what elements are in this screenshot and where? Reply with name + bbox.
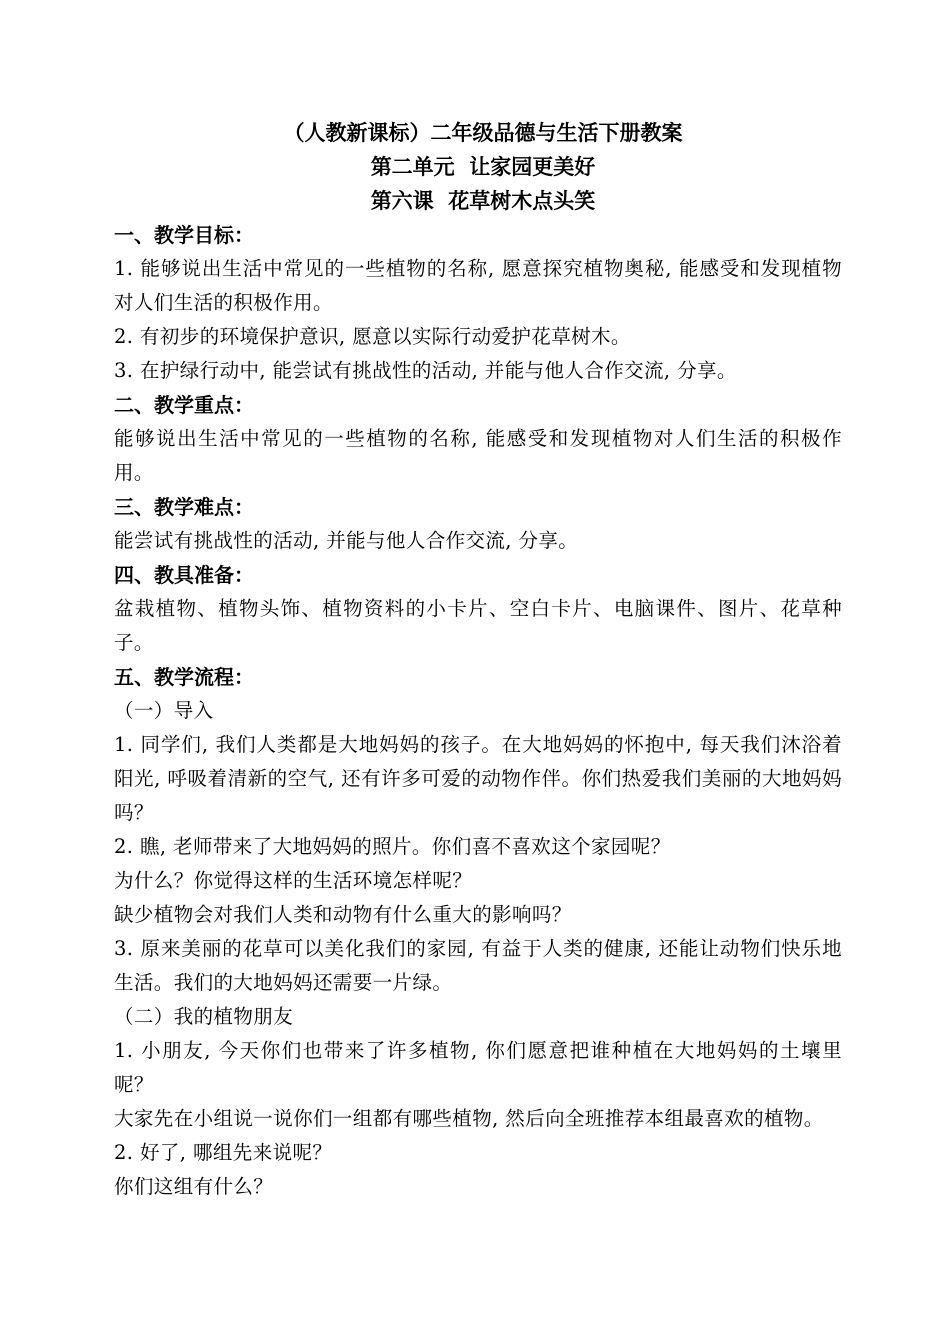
document-page	[114, 116, 842, 1204]
goal-item: 2. 有初步的环境保护意识, 愿意以实际行动爱护花草树木。	[114, 325, 631, 348]
process-line: 为什么？你觉得这样的生活环境怎样呢？	[114, 869, 473, 892]
subsection-heading-plant-friends: （二）我的植物朋友	[114, 1005, 294, 1028]
title-block	[124, 116, 842, 218]
lesson-title: 第六课 花草树木点头笑	[370, 188, 596, 213]
unit-title: 第二单元 让家园更美好	[370, 154, 596, 179]
goal-item: 1. 能够说出生活中常见的一些植物的名称, 愿意探究植物奥秘, 能感受和发现植物对人们生活的积极作用。	[114, 257, 842, 314]
section-heading-goals: 一、教学目标：	[114, 223, 254, 247]
document-title: （人教新课标）二年级品德与生活下册教案	[283, 120, 683, 145]
difficulties-text: 能尝试有挑战性的活动, 并能与他人合作交流, 分享。	[114, 529, 579, 552]
process-line: 1. 同学们, 我们人类都是大地妈妈的孩子。在大地妈妈的怀抱中, 每天我们沐浴着阳光, 呼吸着清新的空气, 还有许多可爱的动物作伴。你们热爱我们美丽的大地妈妈吗？	[114, 733, 842, 824]
process-line: 2. 瞧, 老师带来了大地妈妈的照片。你们喜不喜欢这个家园呢？	[114, 835, 671, 858]
process-line: 1. 小朋友, 今天你们也带来了许多植物, 你们愿意把谁种植在大地妈妈的土壤里呢？	[114, 1039, 842, 1096]
section-heading-key-points: 二、教学重点：	[114, 393, 254, 417]
materials-text: 盆栽植物、植物头饰、植物资料的小卡片、空白卡片、电脑课件、图片、花草种子。	[114, 597, 842, 654]
process-line: 3. 原来美丽的花草可以美化我们的家园, 有益于人类的健康, 还能让动物们快乐地生活。我们的大地妈妈还需要一片绿。	[114, 937, 842, 994]
section-heading-difficulties: 三、教学难点：	[114, 495, 254, 519]
section-heading-materials: 四、教具准备：	[114, 563, 254, 587]
key-points-text: 能够说出生活中常见的一些植物的名称, 能感受和发现植物对人们生活的积极作用。	[114, 427, 842, 484]
process-line: 2. 好了, 哪组先来说呢？	[114, 1141, 333, 1164]
subsection-heading-intro: （一）导入	[114, 699, 214, 722]
process-line: 缺少植物会对我们人类和动物有什么重大的影响吗？	[114, 903, 572, 926]
process-line: 大家先在小组说一说你们一组都有哪些植物, 然后向全班推荐本组最喜欢的植物。	[114, 1107, 824, 1130]
section-heading-process: 五、教学流程：	[114, 665, 254, 689]
goal-item: 3. 在护绿行动中, 能尝试有挑战性的活动, 并能与他人合作交流, 分享。	[114, 359, 737, 382]
process-line: 你们这组有什么？	[114, 1175, 274, 1198]
